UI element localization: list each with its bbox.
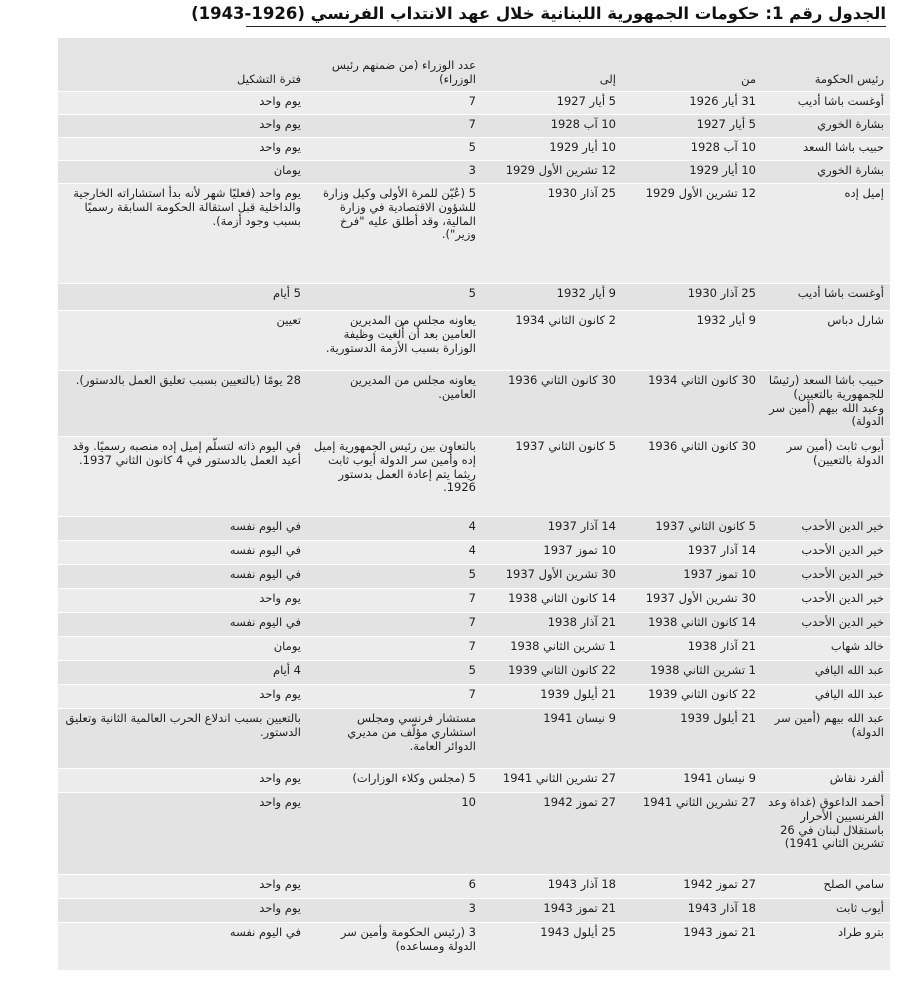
cell-to: 21 أيلول 1939	[482, 685, 622, 709]
table-row	[58, 92, 890, 115]
cell-from: 21 تموز 1943	[622, 923, 762, 971]
cell-ministers: 7	[307, 685, 482, 709]
cell-from: 1 تشرين الثاني 1938	[622, 661, 762, 685]
cell-period: في اليوم ذاته لتسلّم إميل إده منصبه رسميًا. وقد أعيد العمل بالدستور في 4 كانون الثاني 1937.	[58, 437, 307, 517]
table-row	[58, 875, 890, 899]
cell-from: 25 آذار 1930	[622, 284, 762, 311]
table-row	[58, 311, 890, 371]
cell-to: 27 تشرين الثاني 1941	[482, 769, 622, 793]
cell-from: 5 كانون الثاني 1937	[622, 517, 762, 541]
cell-ministers: 7	[307, 92, 482, 115]
cell-head: بترو طراد	[762, 923, 890, 971]
cell-from: 10 تموز 1937	[622, 565, 762, 589]
cell-to: 10 تموز 1937	[482, 541, 622, 565]
cell-from: 31 أيار 1926	[622, 92, 762, 115]
cell-period: يوم واحد	[58, 875, 307, 899]
cell-to: 21 تموز 1943	[482, 899, 622, 923]
cell-to: 30 تشرين الأول 1937	[482, 565, 622, 589]
cell-period: تعيين	[58, 311, 307, 371]
cell-to: 14 آذار 1937	[482, 517, 622, 541]
cell-ministers: 7	[307, 613, 482, 637]
cell-to: 22 كانون الثاني 1939	[482, 661, 622, 685]
cell-period: يومان	[58, 637, 307, 661]
cell-to: 9 أيار 1932	[482, 284, 622, 311]
table-body	[58, 92, 890, 971]
cell-ministers: بالتعاون بين رئيس الجمهورية إميل إده وأمين سر الدولة أيوب ثابت ريثما يتم إعادة العمل بدستور 1926.	[307, 437, 482, 517]
table-row	[58, 541, 890, 565]
cell-ministers: 5 (عُيّن للمرة الأولى وكيل وزارة للشؤون الاقتصادية في وزارة المالية، وقد أطلق عليه "فرخ وزير").	[307, 184, 482, 284]
cell-from: 30 تشرين الأول 1937	[622, 589, 762, 613]
cell-to: 14 كانون الثاني 1938	[482, 589, 622, 613]
table-row	[58, 184, 890, 284]
header-period: فترة التشكيل	[58, 38, 307, 92]
cell-ministers: 5 (مجلس وكلاء الوزارات)	[307, 769, 482, 793]
cell-ministers: 5	[307, 138, 482, 161]
cell-to: 9 نيسان 1941	[482, 709, 622, 769]
cell-from: 9 نيسان 1941	[622, 769, 762, 793]
cell-from: 14 آذار 1937	[622, 541, 762, 565]
cell-ministers: 6	[307, 875, 482, 899]
cell-period: 5 أيام	[58, 284, 307, 311]
cell-from: 12 تشرين الأول 1929	[622, 184, 762, 284]
cell-ministers: 4	[307, 541, 482, 565]
cell-head: عبد الله اليافي	[762, 685, 890, 709]
cell-ministers: يعاونه مجلس من المديرين العامين بعد أن أُلغيت وظيفة الوزارة بسبب الأزمة الدستورية.	[307, 311, 482, 371]
cell-to: 5 كانون الثاني 1937	[482, 437, 622, 517]
cell-period: يوم واحد	[58, 138, 307, 161]
cell-from: 10 أيار 1929	[622, 161, 762, 184]
cell-from: 30 كانون الثاني 1934	[622, 371, 762, 437]
cell-head: حبيب باشا السعد	[762, 138, 890, 161]
cell-from: 27 تموز 1942	[622, 875, 762, 899]
header-from: من	[622, 38, 762, 92]
cell-from: 9 أيار 1932	[622, 311, 762, 371]
cell-ministers: 7	[307, 637, 482, 661]
cell-head: أحمد الداعوق (غداة وعد الفرنسيين الأحرار باستقلال لبنان في 26 تشرين الثاني 1941)	[762, 793, 890, 875]
cell-head: حبيب باشا السعد (رئيسًا للجمهورية بالتعيين) وعبد الله بيهم (أمين سر الدولة)	[762, 371, 890, 437]
cell-ministers: 7	[307, 115, 482, 138]
table-row	[58, 138, 890, 161]
table-row	[58, 637, 890, 661]
cell-period: يوم واحد	[58, 92, 307, 115]
cell-from: 5 أيار 1927	[622, 115, 762, 138]
cell-ministers: 5	[307, 284, 482, 311]
cell-head: بشارة الخوري	[762, 115, 890, 138]
cell-head: سامي الصلح	[762, 875, 890, 899]
table-row	[58, 709, 890, 769]
cell-to: 21 آذار 1938	[482, 613, 622, 637]
cell-from: 30 كانون الثاني 1936	[622, 437, 762, 517]
cell-to: 25 أيلول 1943	[482, 923, 622, 971]
cell-period: يومان	[58, 161, 307, 184]
cell-to: 10 أيار 1929	[482, 138, 622, 161]
cell-ministers: مستشار فرنسي ومجلس استشاري مؤلّف من مديري الدوائر العامة.	[307, 709, 482, 769]
table-header-row	[58, 38, 890, 92]
table-row	[58, 899, 890, 923]
cell-to: 25 آذار 1930	[482, 184, 622, 284]
cell-period: بالتعيين بسبب اندلاع الحرب العالمية الثانية وتعليق الدستور.	[58, 709, 307, 769]
cell-head: شارل دباس	[762, 311, 890, 371]
cell-head: عبد الله بيهم (أمين سر الدولة)	[762, 709, 890, 769]
cell-period: يوم واحد	[58, 115, 307, 138]
cell-period: في اليوم نفسه	[58, 517, 307, 541]
cell-ministers: 3	[307, 161, 482, 184]
table-row	[58, 923, 890, 971]
cell-to: 18 آذار 1943	[482, 875, 622, 899]
cell-head: بشارة الخوري	[762, 161, 890, 184]
cell-period: في اليوم نفسه	[58, 541, 307, 565]
header-to: إلى	[482, 38, 622, 92]
cell-head: أوغست باشا أديب	[762, 284, 890, 311]
table-row	[58, 685, 890, 709]
cell-from: 21 آذار 1938	[622, 637, 762, 661]
header-head: رئيس الحكومة	[762, 38, 890, 92]
cell-to: 2 كانون الثاني 1934	[482, 311, 622, 371]
cell-ministers: 5	[307, 661, 482, 685]
cell-to: 1 تشرين الثاني 1938	[482, 637, 622, 661]
cell-period: 28 يومًا (بالتعيين بسبب تعليق العمل بالدستور).	[58, 371, 307, 437]
cell-head: أيوب ثابت	[762, 899, 890, 923]
cell-to: 5 أيار 1927	[482, 92, 622, 115]
cell-period: يوم واحد	[58, 685, 307, 709]
cell-ministers: 4	[307, 517, 482, 541]
cell-from: 10 آب 1928	[622, 138, 762, 161]
cell-period: في اليوم نفسه	[58, 613, 307, 637]
cell-period: يوم واحد	[58, 899, 307, 923]
cell-from: 22 كانون الثاني 1939	[622, 685, 762, 709]
cell-period: 4 أيام	[58, 661, 307, 685]
cell-head: خير الدين الأحدب	[762, 565, 890, 589]
table-row	[58, 793, 890, 875]
cell-period: يوم واحد (فعليًا شهر لأنه بدأ استشاراته الخارجية والداخلية قبل استقالة الحكومة السابقة رسميًا بسبب وجود أزمة).	[58, 184, 307, 284]
cell-period: في اليوم نفسه	[58, 565, 307, 589]
table-row	[58, 661, 890, 685]
cell-ministers: 3	[307, 899, 482, 923]
cell-period: في اليوم نفسه	[58, 923, 307, 971]
cell-head: خير الدين الأحدب	[762, 613, 890, 637]
cell-to: 12 تشرين الأول 1929	[482, 161, 622, 184]
cell-head: ألفرد نقاش	[762, 769, 890, 793]
table-row	[58, 284, 890, 311]
header-ministers: عدد الوزراء (من ضمنهم رئيس الوزراء)	[307, 38, 482, 92]
governments-table	[58, 38, 890, 971]
table-row	[58, 613, 890, 637]
cell-head: خالد شهاب	[762, 637, 890, 661]
table-row	[58, 437, 890, 517]
table-row	[58, 589, 890, 613]
cell-from: 21 أيلول 1939	[622, 709, 762, 769]
cell-head: إميل إده	[762, 184, 890, 284]
cell-head: عبد الله اليافي	[762, 661, 890, 685]
table-row	[58, 115, 890, 138]
table-row	[58, 371, 890, 437]
cell-ministers: 5	[307, 565, 482, 589]
cell-ministers: 7	[307, 589, 482, 613]
cell-period: يوم واحد	[58, 589, 307, 613]
cell-ministers: يعاونه مجلس من المديرين العامين.	[307, 371, 482, 437]
cell-ministers: 10	[307, 793, 482, 875]
cell-to: 10 آب 1928	[482, 115, 622, 138]
table-row	[58, 517, 890, 541]
cell-from: 18 آذار 1943	[622, 899, 762, 923]
cell-to: 27 تموز 1942	[482, 793, 622, 875]
cell-head: خير الدين الأحدب	[762, 589, 890, 613]
cell-period: يوم واحد	[58, 793, 307, 875]
table-row	[58, 161, 890, 184]
cell-ministers: 3 (رئيس الحكومة وأمين سر الدولة ومساعده)	[307, 923, 482, 971]
cell-head: أيوب ثابت (أمين سر الدولة بالتعيين)	[762, 437, 890, 517]
cell-head: أوغست باشا أديب	[762, 92, 890, 115]
table-title: الجدول رقم 1: حكومات الجمهورية اللبنانية خلال عهد الانتداب الفرنسي (1926-1943)	[246, 4, 886, 27]
cell-head: خير الدين الأحدب	[762, 541, 890, 565]
table-row	[58, 565, 890, 589]
cell-from: 14 كانون الثاني 1938	[622, 613, 762, 637]
cell-head: خير الدين الأحدب	[762, 517, 890, 541]
cell-from: 27 تشرين الثاني 1941	[622, 793, 762, 875]
table-row	[58, 769, 890, 793]
cell-period: يوم واحد	[58, 769, 307, 793]
cell-to: 30 كانون الثاني 1936	[482, 371, 622, 437]
